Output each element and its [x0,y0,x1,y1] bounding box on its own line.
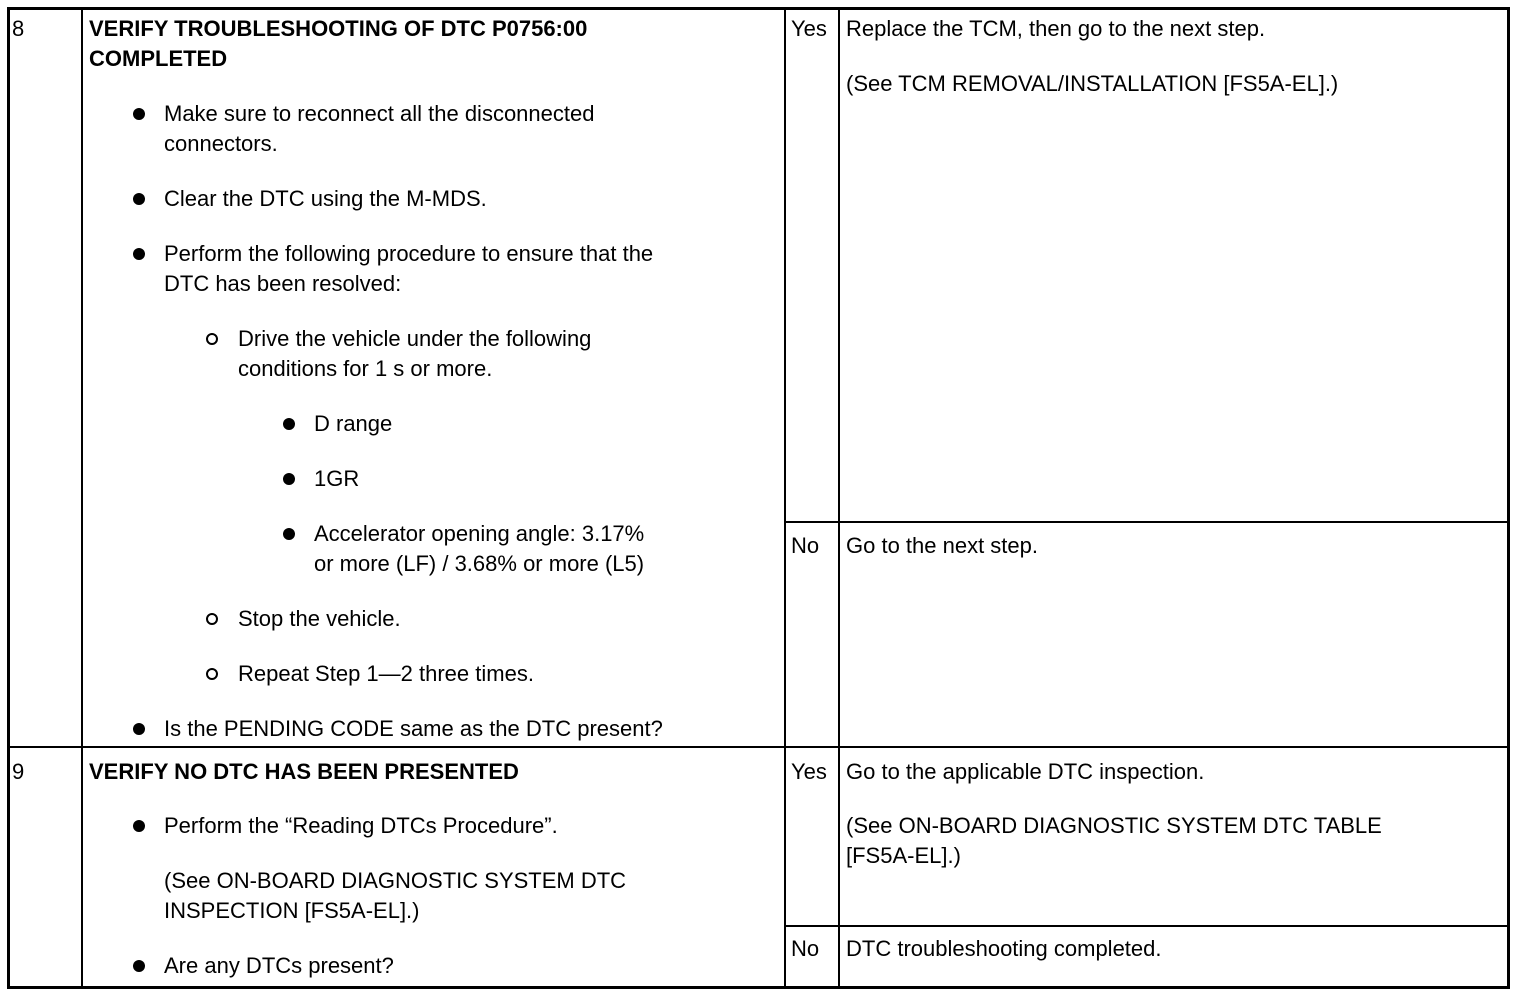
bullet-icon [133,723,145,735]
list-item: Make sure to reconnect all the disconnected [164,101,595,126]
sub-list-item: conditions for 1 s or more. [238,356,493,381]
step-number: 8 [12,16,25,41]
list-item: Is the PENDING CODE same as the DTC present? [164,716,663,741]
column-divider [81,7,83,989]
no-action: DTC troubleshooting completed. [846,936,1162,961]
no-label: No [791,533,820,558]
step-number: 9 [12,759,25,784]
row-divider [7,746,1510,748]
list-item: Are any DTCs present? [164,953,394,978]
yes-reference: (See ON-BOARD DIAGNOSTIC SYSTEM DTC TABLE [846,813,1382,838]
condition-item: 1GR [314,466,360,491]
list-item: connectors. [164,131,278,156]
sub-list-item: Repeat Step 1—2 three times. [238,661,534,686]
hollow-bullet-icon [206,333,218,345]
bullet-icon [133,108,145,120]
yes-action: Replace the TCM, then go to the next step. [846,16,1266,41]
bullet-icon [283,528,295,540]
step-title: VERIFY TROUBLESHOOTING OF DTC P0756:00 [89,16,588,41]
step-title: VERIFY NO DTC HAS BEEN PRESENTED [89,759,519,784]
yes-reference: (See TCM REMOVAL/INSTALLATION [FS5A-EL].) [846,71,1339,96]
condition-item: D range [314,411,393,436]
yes-label: Yes [791,16,827,41]
yes-action: Go to the applicable DTC inspection. [846,759,1205,784]
yes-no-divider [784,925,1510,927]
bullet-icon [133,248,145,260]
bullet-icon [133,193,145,205]
bullet-icon [133,960,145,972]
list-item-reference: INSPECTION [FS5A-EL].) [164,898,420,923]
condition-item: or more (LF) / 3.68% or more (L5) [314,551,645,576]
list-item: Perform the “Reading DTCs Procedure”. [164,813,558,838]
step-title: COMPLETED [89,46,228,71]
no-label: No [791,936,820,961]
list-item-reference: (See ON-BOARD DIAGNOSTIC SYSTEM DTC [164,868,627,893]
column-divider [784,7,786,989]
bullet-icon [133,820,145,832]
yes-no-divider [784,521,1510,523]
bullet-icon [283,473,295,485]
bullet-icon [283,418,295,430]
yes-label: Yes [791,759,827,784]
yes-reference: [FS5A-EL].) [846,843,961,868]
sub-list-item: Stop the vehicle. [238,606,401,631]
list-item: DTC has been resolved: [164,271,402,296]
list-item: Clear the DTC using the M-MDS. [164,186,487,211]
hollow-bullet-icon [206,668,218,680]
condition-item: Accelerator opening angle: 3.17% [314,521,645,546]
list-item: Perform the following procedure to ensure that the [164,241,654,266]
hollow-bullet-icon [206,613,218,625]
sub-list-item: Drive the vehicle under the following [238,326,592,351]
no-action: Go to the next step. [846,533,1039,558]
column-divider [838,7,840,989]
